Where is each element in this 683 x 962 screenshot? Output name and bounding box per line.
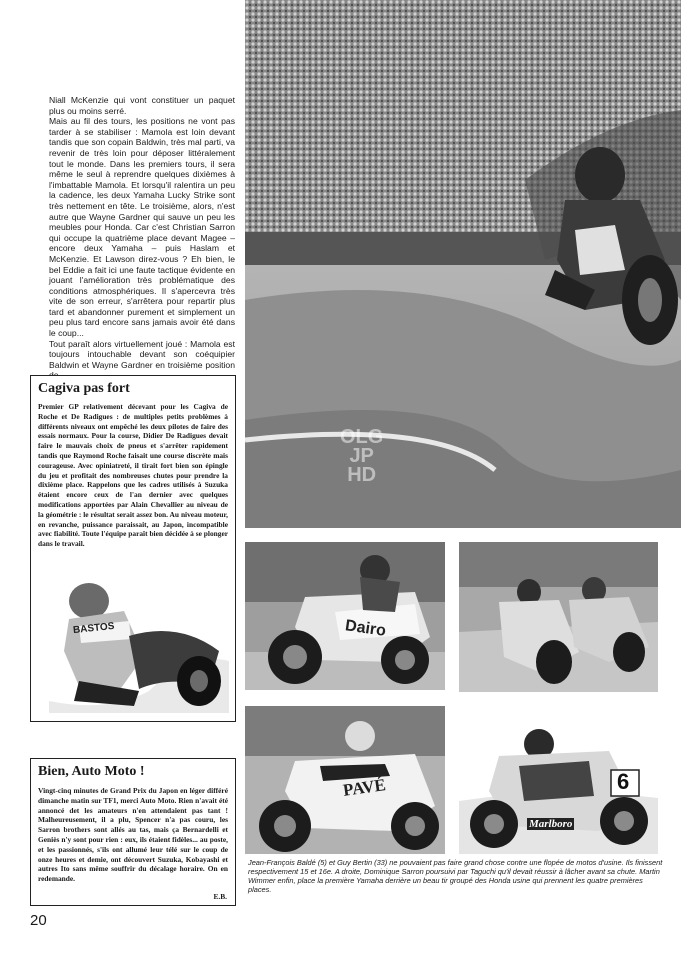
bike-sponsor-text: PAVÉ <box>341 775 387 800</box>
article-paragraph: Tout paraît alors virtuellement joué : Mamola est toujours intouchable devant son coéquipier Baldwin et Wayne Gardner en troisième position <box>49 338 235 370</box>
watermark: OLG JP HD <box>340 426 384 486</box>
photo-caption: Jean-François Baldé (5) et Guy Bertin (33) ne pouvaient pas faire grand chose contre une flopée de motos d'usine. Ils finissent respectivement 15 et 16e. A droite, Dominique Sarron poursuivi par Taguchi qu'il devait réussir à lâcher avant sa chute. Martin Wimmer enfin, place la première Yamaha derrière un beau tir groupé des Honda usine qui prennent les quatre premières places. <box>248 858 663 894</box>
bike-sponsor-text: Marlboro <box>529 818 573 830</box>
photo-wimmer <box>459 706 658 854</box>
bike-sponsor-text: Dairo <box>344 617 387 640</box>
page-number: 20 <box>30 912 47 929</box>
sidebar-auto-moto <box>30 758 236 906</box>
article-text <box>49 95 235 381</box>
bastos-label: BASTOS <box>72 620 115 637</box>
cagiva-photo <box>49 581 229 713</box>
photo-sarron <box>459 542 658 692</box>
article-paragraph: Niall McKenzie qui vont constituer un paquet plus ou moins serré. <box>49 95 235 116</box>
sidebar-body: Premier GP relativement décevant pour les Cagiva de Roche et De Radigues : de multiples petits problèmes à différents niveaux ont empêché les deux pilotes de faire des essais normaux. Pour la course, Didier De Radigues devait faire le mauvais choix de pneus et s'arrêter rapidement tandis que Raymond Roche faisait une course discrète mais courageuse. Avec opiniatreté, il tirait fort bien son épingle du jeu et profitait des nombreuses chutes pour prendre la dixième place. Rappelons que les cadres utilisés à Suzuka étaient encore ceux de l'an dernier avec quelques modifications apportées par Alain Chevallier au niveau de la géométrie : le résultat serait assez bon. Au niveau moteur, en revanche, puissance paraissait, au Japon, incompatible avec fiabilité. Toute l'équipe paraît bien décidée à se plonger dans le travail. <box>38 402 228 549</box>
sidebar-body: Vingt-cinq minutes de Grand Prix du Japon en léger différé dimanche matin sur TF1, merci Auto Moto. Rien n'avait été annoncé det les amateurs n'en attendaient pas tant ! Malheureusement, il a plu, Spencer n'a pas couru, les Sarron brothers sont allés au tas, mais ça Bernardelli et Geniès n'y sont pour rien : eux, ils étaient fidèles... au poste, et les passionnés, s'ils ont allumé leur télé sur le coup de onze heures et demie, ont découvert Suzuka, Kobayashi et autres Ito sans même souffrir du décalage horaire. On en redemande. <box>38 786 228 884</box>
article-paragraph: Mais au fil des tours, les positions ne vont pas tarder à se stabiliser : Mamola est loin devant tandis que son copain Baldwin, très mal parti, va revenir de très loin pour déposer littéralement tout le monde. Dans les premiers tours, il sera même le seul à reprendre quelques dixièmes à l'imbattable Mamola. Et lorsqu'il ralentira un peu la cadence, les deux Yamaha Lucky Strike sont très nettement en tête. Le troisième, alors, n'est autre que Wayne Gardner qui sauve un peu les meubles pour Honda. Car c'est Christian Sarron qui occupe la quatrième place devant Magee – encore deux Yamaha – puis Haslam et McKenzie. Et Lawson direz-vous ? Eh bien, le bel Eddie a fait ici une faute tactique évidente en jouant l'amélioration très problématique des conditions atmosphériques. Il s'apercevra très vite de son erreur, s'arrêtera pour repartir plus tard et abandonner purement et simplement un peu plus tard encore sans jamais avoir été dans le coup... <box>49 116 235 339</box>
sidebar-title: Cagiva pas fort <box>38 381 130 396</box>
photo-pave <box>245 706 445 854</box>
bike-number: 6 <box>617 769 630 794</box>
sidebar-cagiva <box>30 375 236 722</box>
sidebar-title: Bien, Auto Moto ! <box>38 764 145 779</box>
hero-photo <box>245 0 681 528</box>
sidebar-signature: E.B. <box>213 892 227 901</box>
photo-balde <box>245 542 445 690</box>
